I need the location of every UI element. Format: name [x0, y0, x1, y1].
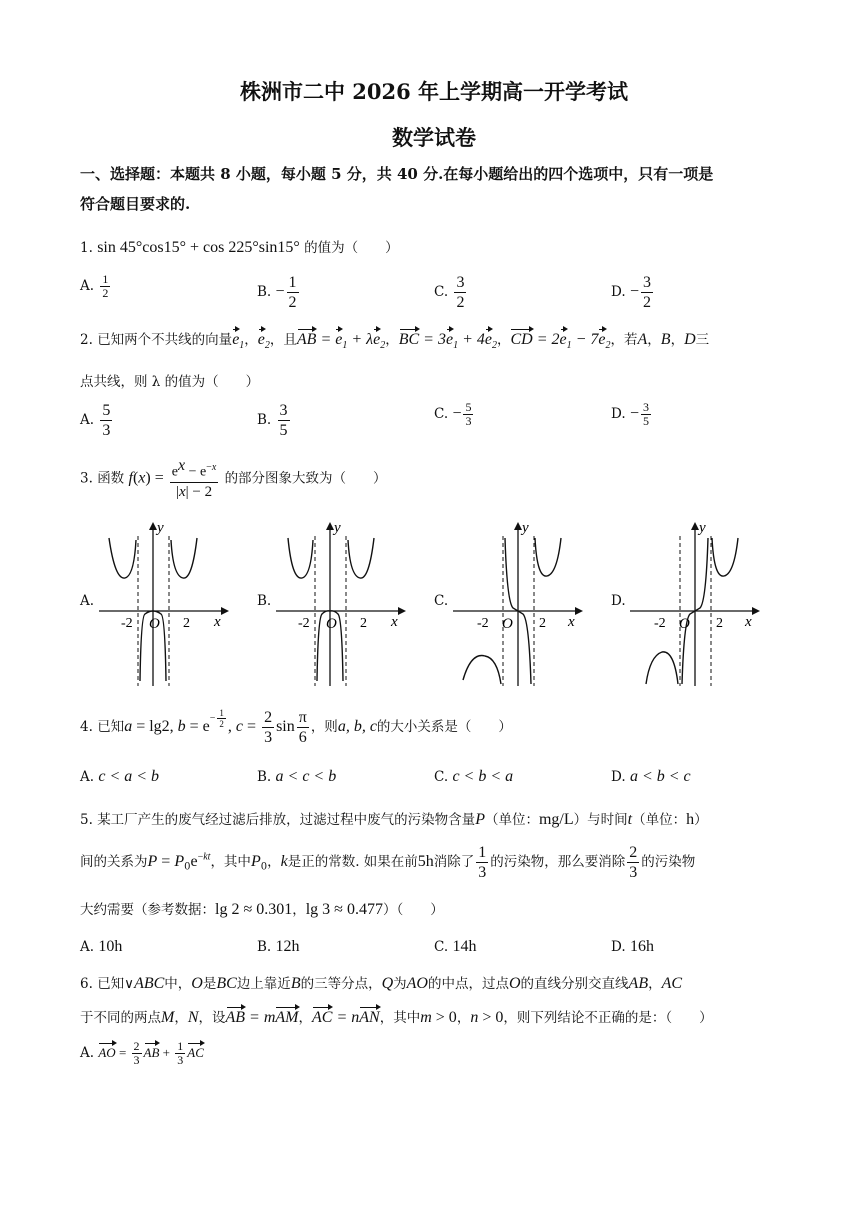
section-heading-line1: 一、选择题：本题共 8 小题，每小题 5 分，共 40 分.在每小题给出的四个选项中，只有一项是	[80, 165, 714, 183]
svg-text:x: x	[214, 614, 221, 630]
svg-text:O: O	[149, 616, 160, 632]
svg-text:O: O	[502, 616, 513, 632]
fraction: $\frac{3}{2}$	[642, 274, 651, 311]
q5-option-c[interactable]: C. 14h	[434, 938, 477, 955]
svg-text:O: O	[326, 616, 337, 632]
question-4: 4. 已知a = lg2, $b = e^{- \frac{1}{2}}$ , c = $\frac{2}{3}$ sin $\frac{\pi}{6}$ ，则a, b, c的大小关系是（ ）	[80, 707, 512, 746]
section-heading	[80, 159, 800, 219]
svg-text:-2: -2	[121, 616, 133, 631]
fraction: $\frac{3}{2}$	[456, 274, 465, 311]
svg-text:y: y	[522, 520, 529, 536]
q3-option-a[interactable]: A.	[80, 593, 95, 609]
graph-c	[451, 518, 586, 688]
q2-option-b[interactable]: B. $\frac{3}{5}$	[257, 402, 288, 439]
q2-line2: 点共线，则 λ 的值为（ ）	[80, 374, 260, 390]
question-6: 6. 已知∨ABC中，O是BC边上靠近B的三等分点，Q为AO的中点，过点O的直线分别交直线AB，AC	[80, 975, 683, 992]
q4-option-a[interactable]: A. c < a < b	[80, 768, 160, 785]
q1-option-d[interactable]: D. − $\frac{3}{2}$	[611, 274, 651, 311]
graph-a	[97, 518, 232, 688]
q1-text: 的值为（ ）	[304, 240, 399, 256]
q4-option-c[interactable]: C. c < b < a	[434, 768, 514, 785]
svg-text:O: O	[679, 616, 690, 632]
svg-text:-2: -2	[298, 616, 310, 631]
question-2: 2. 已知两个不共线的向量$e_1$，$e_2$，且AB = $e_1 + \lambda e_2$，BC = $3e_1 + 4e_2$，CD = $2e_1 - 7e_2$，若A，B，D三	[80, 331, 710, 352]
svg-text:y: y	[334, 520, 341, 536]
svg-text:x: x	[391, 614, 398, 630]
q6-line2: 于不同的两点M，N，设AB = mAM，AC = nAN，其中m > 0，n > 0，则下列结论不正确的是：（ ）	[80, 1009, 713, 1026]
svg-text:x: x	[568, 614, 575, 630]
q1-number: 1.	[80, 240, 93, 256]
q6-option-a[interactable]: A. AO = $\frac{2}{3}$ AB + $\frac{1}{3}$ AC	[80, 1039, 204, 1067]
q1-option-a[interactable]: A. $\frac{1}{2}$	[80, 272, 109, 300]
question-3: 3. 函数 f(x) = $\frac{e^x - e^{-x}}{|x| - 2}$ 的部分图象大致为（ ）	[80, 457, 387, 500]
q5-line2: 间的关系为$P = P_0e^{-kt}$，其中$P_0$，k是正的常数. 如果在前5h消除了 $\frac{1}{3}$ 的污染物，那么要消除 $\frac{2}{3}$ 的污染物	[80, 844, 696, 881]
svg-text:-2: -2	[477, 616, 489, 631]
question-5: 5. 某工厂产生的废气经过滤后排放，过滤过程中废气的污染物含量P（单位：mg/L）与时间t（单位：h）	[80, 811, 708, 828]
svg-text:2: 2	[716, 616, 723, 631]
page-title: 株洲市二中 2026 年上学期高一开学考试	[239, 79, 629, 104]
graph-b	[274, 518, 409, 688]
question-1	[80, 236, 399, 257]
q4-option-d[interactable]: D. a < b < c	[611, 768, 691, 785]
q2-option-a[interactable]: A. $\frac{5}{3}$	[80, 402, 111, 439]
q1-option-c[interactable]: C. $\frac{3}{2}$	[434, 274, 465, 311]
svg-text:x: x	[745, 614, 752, 630]
q5-option-a[interactable]: A. 10h	[80, 938, 123, 955]
section-heading-line2: 符合题目要求的.	[80, 195, 191, 213]
q3-option-b[interactable]: B.	[257, 593, 272, 609]
graph-d	[628, 518, 763, 688]
q5-option-b[interactable]: B. 12h	[257, 938, 300, 955]
svg-text:-2: -2	[654, 616, 666, 631]
q3-option-c[interactable]: C.	[434, 593, 449, 609]
q2-option-c[interactable]: C. − $\frac{5}{3}$	[434, 400, 472, 428]
svg-text:2: 2	[183, 616, 190, 631]
q1-option-b[interactable]: B. − $\frac{1}{2}$	[257, 274, 297, 311]
q5-line3: 大约需要（参考数据：lg 2 ≈ 0.301，lg 3 ≈ 0.477）（ ）	[80, 901, 444, 918]
fraction: $\frac{1}{2}$	[288, 274, 297, 311]
q4-option-b[interactable]: B. a < c < b	[257, 768, 337, 785]
svg-text:2: 2	[539, 616, 546, 631]
fraction: $\frac{1}{2}$	[102, 272, 109, 300]
q5-option-d[interactable]: D. 16h	[611, 938, 654, 955]
svg-text:2: 2	[360, 616, 367, 631]
page-subtitle: 数学试卷	[392, 125, 476, 150]
q2-option-d[interactable]: D. − $\frac{3}{5}$	[611, 400, 649, 428]
q3-option-d[interactable]: D.	[611, 593, 626, 609]
svg-text:y: y	[157, 520, 164, 536]
q1-expression: sin 45°cos15° + cos 225°sin15°	[97, 239, 300, 256]
svg-text:y: y	[699, 520, 706, 536]
